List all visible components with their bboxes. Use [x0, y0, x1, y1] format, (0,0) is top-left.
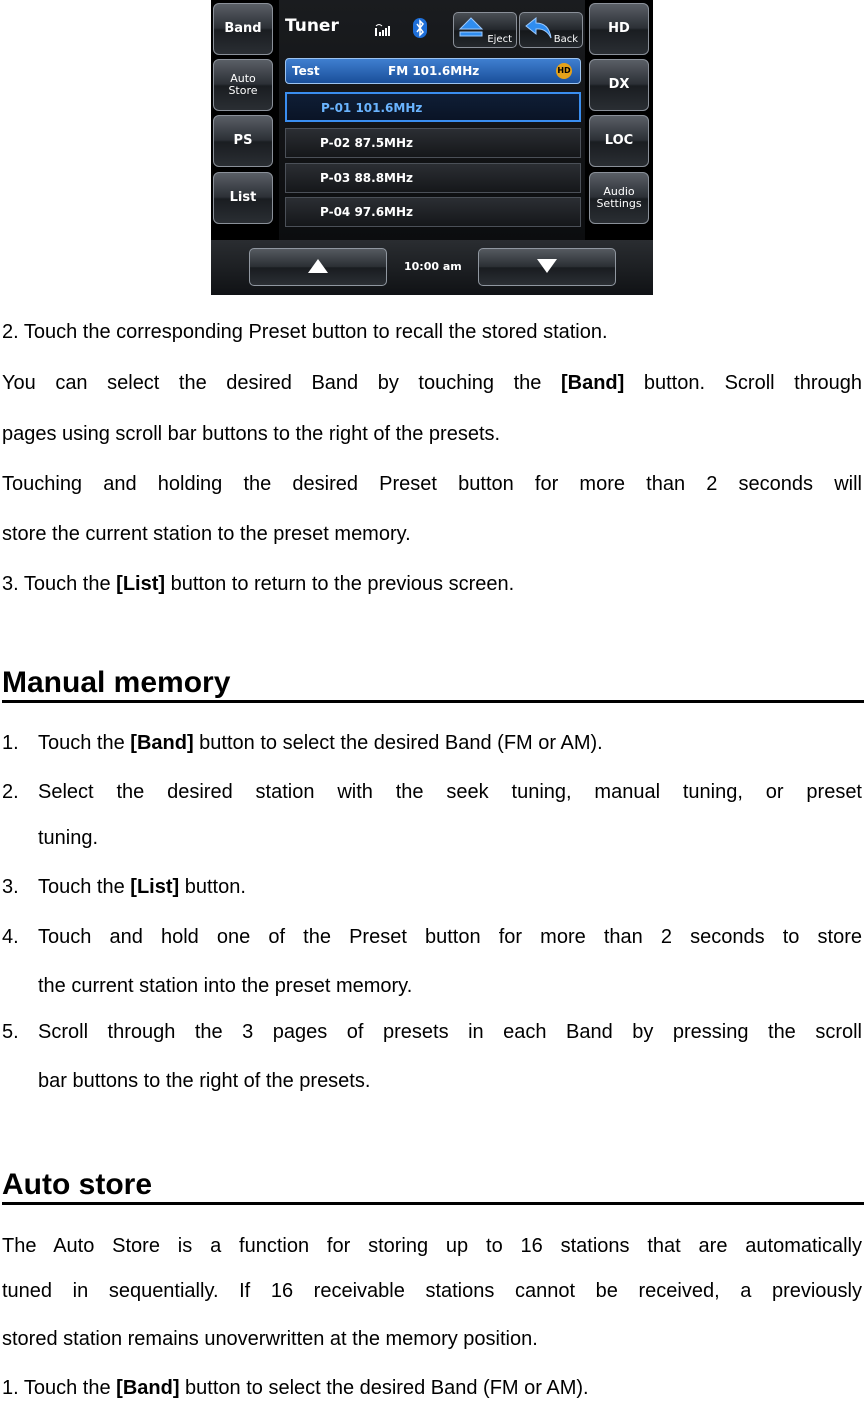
station-info-bar	[285, 58, 581, 84]
clock: 10:00 am	[404, 260, 462, 273]
station-frequency: FM 101.6MHz	[388, 64, 480, 78]
hd-button[interactable]: HD	[589, 3, 649, 55]
preset-label: P-01 101.6MHz	[321, 101, 423, 115]
eject-icon	[458, 16, 484, 38]
loc-button[interactable]: LOC	[589, 115, 649, 167]
manual-step-2: Select the desired station with the seek tuning, manual tuning, or preset	[38, 781, 862, 803]
back-button[interactable]	[519, 12, 583, 48]
auto-store-line-2: tuned in sequentially. If 16 receivable stations cannot be received, a previously	[2, 1280, 862, 1302]
scroll-up-button[interactable]	[249, 248, 387, 286]
signal-icon	[373, 20, 391, 36]
intro-scroll-line: pages using scroll bar buttons to the right of the presets.	[2, 423, 501, 445]
manual-step-3: Touch the [List] button.	[38, 876, 246, 898]
preset-button[interactable]	[285, 128, 581, 158]
preset-label: P-02 87.5MHz	[320, 136, 414, 150]
list-button[interactable]: List	[213, 172, 273, 224]
auto-store-heading: Auto store	[2, 1168, 864, 1205]
eject-button[interactable]	[453, 12, 517, 48]
up-arrow-icon	[250, 249, 386, 285]
bluetooth-icon	[413, 18, 427, 38]
intro-hold-line: Touching and holding the desired Preset button for more than 2 seconds will	[2, 473, 862, 495]
auto-store-step-1: 1. Touch the [Band] button to select the desired Band (FM or AM).	[2, 1377, 589, 1399]
hd-radio-icon: HD	[556, 63, 572, 79]
manual-step-4-cont: the current station into the preset memory.	[38, 975, 413, 997]
eject-label: Eject	[487, 34, 512, 45]
station-name: Test	[292, 64, 320, 78]
ps-button[interactable]: PS	[213, 115, 273, 167]
screen-title: Tuner	[285, 16, 339, 36]
preset-button[interactable]	[285, 92, 581, 122]
list-number: 1.	[2, 732, 19, 754]
tuner-screenshot	[211, 0, 653, 295]
list-number: 3.	[2, 876, 19, 898]
band-button[interactable]: Band	[213, 3, 273, 55]
back-arrow-icon	[524, 16, 554, 40]
manual-step-5-cont: bar buttons to the right of the presets.	[38, 1070, 371, 1092]
down-arrow-icon	[479, 249, 615, 285]
list-number: 4.	[2, 926, 19, 948]
intro-step-2: 2. Touch the corresponding Preset button to recall the stored station.	[2, 321, 608, 343]
preset-label: P-03 88.8MHz	[320, 171, 414, 185]
manual-step-5: Scroll through the 3 pages of presets in each Band by pressing the scroll	[38, 1021, 862, 1043]
manual-memory-heading: Manual memory	[2, 666, 864, 703]
preset-button[interactable]	[285, 163, 581, 193]
auto-store-line-1: The Auto Store is a function for storing up to 16 stations that are automatically	[2, 1235, 862, 1257]
list-number: 2.	[2, 781, 19, 803]
audio-settings-button[interactable]: Audio Settings	[589, 172, 649, 224]
back-label: Back	[553, 34, 578, 45]
manual-step-4: Touch and hold one of the Preset button for more than 2 seconds to store	[38, 926, 862, 948]
dx-button[interactable]: DX	[589, 59, 649, 111]
intro-band-line: You can select the desired Band by touching the [Band] button. Scroll through	[2, 372, 862, 394]
preset-label: P-04 97.6MHz	[320, 205, 414, 219]
intro-step-3: 3. Touch the [List] button to return to the previous screen.	[2, 573, 515, 595]
manual-step-2-cont: tuning.	[38, 827, 99, 849]
list-number: 5.	[2, 1021, 19, 1043]
auto-store-button[interactable]: Auto Store	[213, 59, 273, 111]
auto-store-line-3: stored station remains unoverwritten at the memory position.	[2, 1328, 538, 1350]
intro-store-line: store the current station to the preset memory.	[2, 523, 411, 545]
manual-step-1: Touch the [Band] button to select the desired Band (FM or AM).	[38, 732, 603, 754]
scroll-down-button[interactable]	[478, 248, 616, 286]
preset-button[interactable]	[285, 197, 581, 227]
